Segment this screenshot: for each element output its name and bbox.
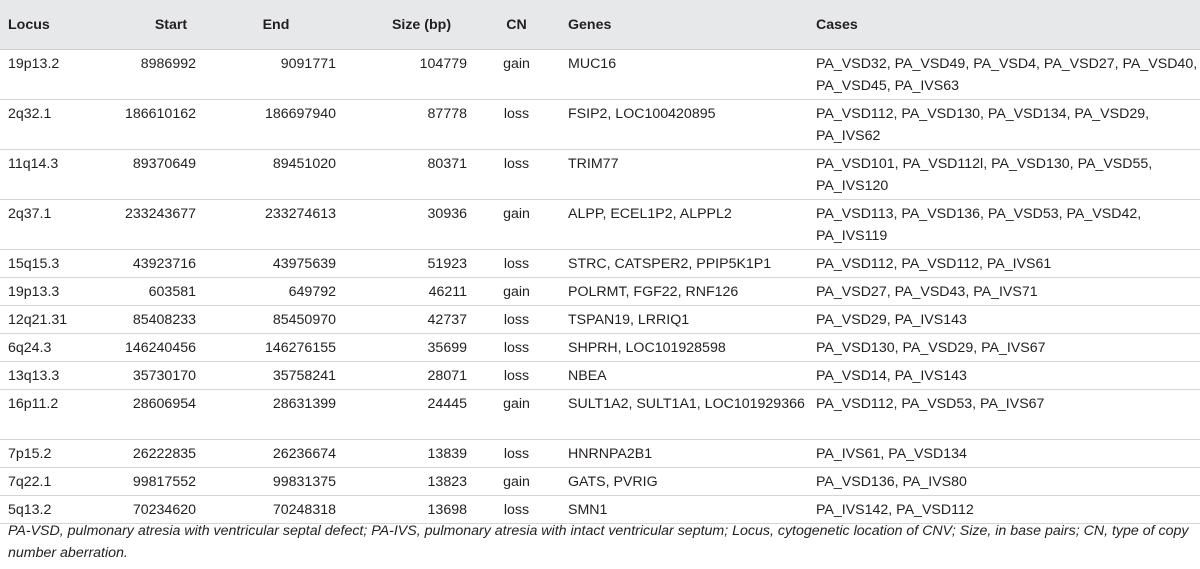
cell-genes: MUC16 [556,50,816,100]
cell-cn: loss [477,440,556,468]
cell-size: 13698 [346,496,477,524]
cell-size: 30936 [346,200,477,250]
table-row [0,50,1200,100]
cell-genes: GATS, PVRIG [556,468,816,496]
cell-cn: gain [477,278,556,306]
cell-cn: loss [477,100,556,150]
cell-size: 24445 [346,390,477,440]
cell-cn: gain [477,468,556,496]
cell-genes: NBEA [556,362,816,390]
cell-cases: PA_IVS142, PA_VSD112 [816,496,1200,524]
table-row [0,278,1200,306]
cell-genes: SHPRH, LOC101928598 [556,334,816,362]
cell-genes: SMN1 [556,496,816,524]
header-size: Size (bp) [346,0,477,50]
cell-start: 43923716 [96,250,206,278]
cell-start: 146240456 [96,334,206,362]
cell-cn: loss [477,496,556,524]
cell-end: 26236674 [206,440,346,468]
table-footnote: PA-VSD, pulmonary atresia with ventricular septal defect; PA-IVS, pulmonary atresia with intact ventricular septum; Locus, cytogenetic location of CNV; Size, in base pairs; CN, type of copy number aberration. [8,523,1189,561]
cell-genes: ALPP, ECEL1P2, ALPPL2 [556,200,816,250]
table-row [0,440,1200,468]
cell-end: 146276155 [206,334,346,362]
cell-end: 649792 [206,278,346,306]
cell-start: 233243677 [96,200,206,250]
cell-genes: HNRNPA2B1 [556,440,816,468]
table-body [0,50,1200,524]
cell-locus: 6q24.3 [0,334,96,362]
cell-end: 35758241 [206,362,346,390]
header-genes: Genes [556,0,816,50]
cell-cn: loss [477,334,556,362]
cell-cases: PA_VSD130, PA_VSD29, PA_IVS67 [816,334,1200,362]
cell-size: 13839 [346,440,477,468]
cell-cn: loss [477,150,556,200]
cell-genes: SULT1A2, SULT1A1, LOC101929366 [556,390,816,440]
cell-locus: 19p13.2 [0,50,96,100]
cell-locus: 15q15.3 [0,250,96,278]
cell-locus: 7q22.1 [0,468,96,496]
cell-size: 104779 [346,50,477,100]
cell-start: 186610162 [96,100,206,150]
cell-start: 85408233 [96,306,206,334]
cell-cn: loss [477,306,556,334]
table-row [0,306,1200,334]
cell-size: 80371 [346,150,477,200]
cell-start: 26222835 [96,440,206,468]
cell-end: 89451020 [206,150,346,200]
table-header [0,0,1200,50]
cell-cases: PA_VSD32, PA_VSD49, PA_VSD4, PA_VSD27, PA_VSD40, PA_VSD45, PA_IVS63 [816,50,1200,100]
header-cases: Cases [816,0,1200,50]
cell-size: 42737 [346,306,477,334]
header-end: End [206,0,346,50]
cell-cases: PA_VSD112, PA_VSD53, PA_IVS67 [816,390,1200,440]
cell-cases: PA_IVS61, PA_VSD134 [816,440,1200,468]
cell-end: 186697940 [206,100,346,150]
cell-genes: TSPAN19, LRRIQ1 [556,306,816,334]
cell-cn: gain [477,390,556,440]
cell-genes: FSIP2, LOC100420895 [556,100,816,150]
cell-locus: 16p11.2 [0,390,96,440]
cell-start: 28606954 [96,390,206,440]
table-row [0,200,1200,250]
cell-cn: loss [477,362,556,390]
table-row [0,468,1200,496]
table-row [0,150,1200,200]
cell-cases: PA_VSD27, PA_VSD43, PA_IVS71 [816,278,1200,306]
cell-genes: POLRMT, FGF22, RNF126 [556,278,816,306]
cell-cases: PA_VSD29, PA_IVS143 [816,306,1200,334]
cell-end: 99831375 [206,468,346,496]
cell-size: 13823 [346,468,477,496]
cell-size: 35699 [346,334,477,362]
cell-size: 28071 [346,362,477,390]
cell-size: 46211 [346,278,477,306]
table-row [0,362,1200,390]
cell-cn: gain [477,50,556,100]
cell-start: 70234620 [96,496,206,524]
cell-size: 51923 [346,250,477,278]
cell-genes: TRIM77 [556,150,816,200]
cell-genes: STRC, CATSPER2, PPIP5K1P1 [556,250,816,278]
header-row [0,0,1200,50]
cell-start: 603581 [96,278,206,306]
cell-cases: PA_VSD112, PA_VSD130, PA_VSD134, PA_VSD29, PA_IVS62 [816,100,1200,150]
cell-start: 99817552 [96,468,206,496]
cell-locus: 13q13.3 [0,362,96,390]
cell-locus: 5q13.2 [0,496,96,524]
cell-cases: PA_VSD113, PA_VSD136, PA_VSD53, PA_VSD42, PA_IVS119 [816,200,1200,250]
cell-locus: 19p13.3 [0,278,96,306]
cell-locus: 12q21.31 [0,306,96,334]
cell-locus: 2q37.1 [0,200,96,250]
cell-end: 233274613 [206,200,346,250]
cell-end: 9091771 [206,50,346,100]
cell-cases: PA_VSD112, PA_VSD112, PA_IVS61 [816,250,1200,278]
cell-locus: 2q32.1 [0,100,96,150]
cell-start: 8986992 [96,50,206,100]
cell-end: 43975639 [206,250,346,278]
header-cn: CN [477,0,556,50]
cell-locus: 7p15.2 [0,440,96,468]
cell-cn: gain [477,200,556,250]
header-locus: Locus [0,0,96,50]
cell-end: 85450970 [206,306,346,334]
table-row [0,390,1200,440]
cell-start: 89370649 [96,150,206,200]
table-row [0,334,1200,362]
cell-cases: PA_VSD101, PA_VSD112l, PA_VSD130, PA_VSD55, PA_IVS120 [816,150,1200,200]
cell-locus: 11q14.3 [0,150,96,200]
cell-cases: PA_VSD14, PA_IVS143 [816,362,1200,390]
cell-cn: loss [477,250,556,278]
cell-end: 28631399 [206,390,346,440]
header-start: Start [96,0,206,50]
cell-size: 87778 [346,100,477,150]
cell-start: 35730170 [96,362,206,390]
table-row [0,100,1200,150]
cell-cases: PA_VSD136, PA_IVS80 [816,468,1200,496]
table-row [0,250,1200,278]
cell-end: 70248318 [206,496,346,524]
